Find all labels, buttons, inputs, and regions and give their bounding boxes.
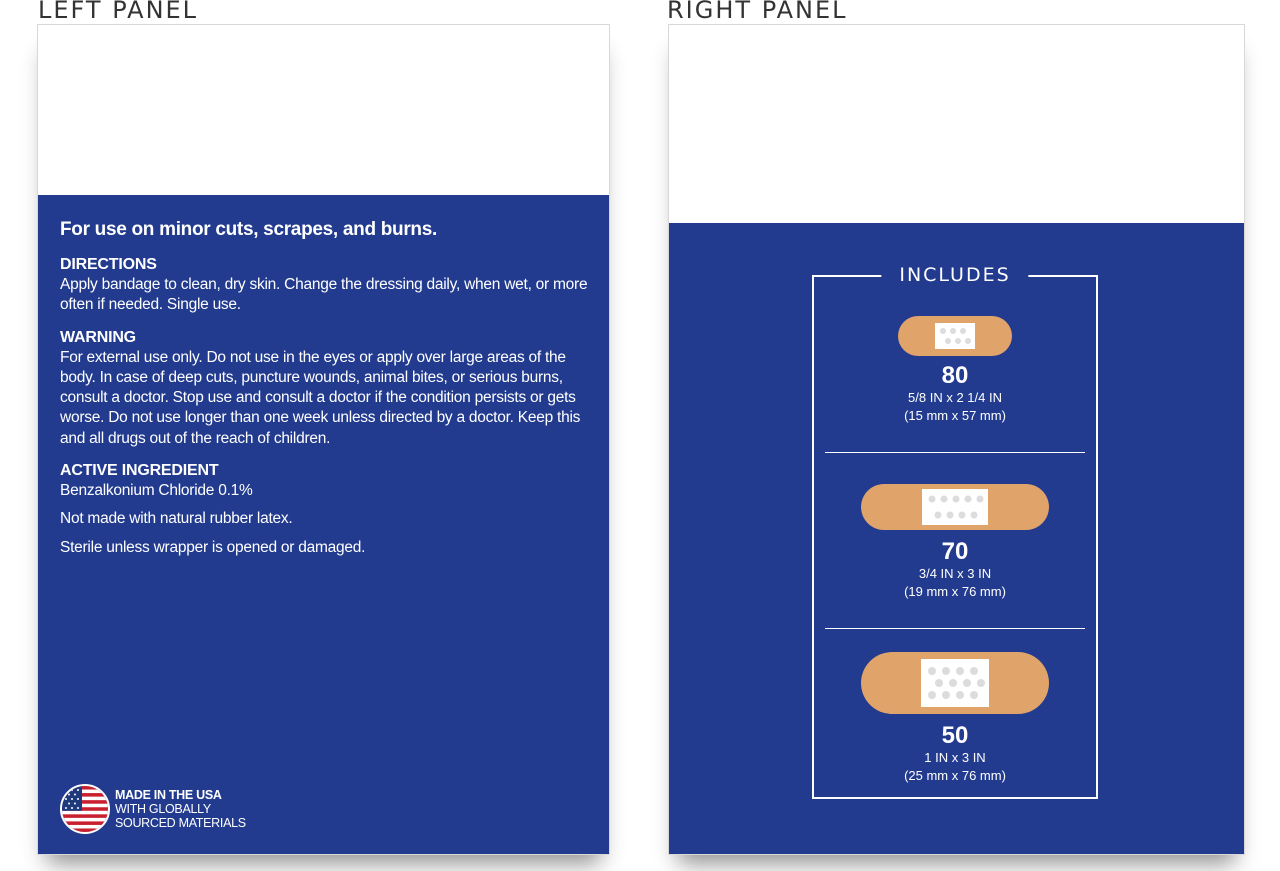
left-panel-caption: LEFT PANEL <box>38 0 199 24</box>
bandage-count: 50 <box>941 722 969 749</box>
right-panel <box>668 24 1245 855</box>
size-divider <box>825 452 1085 453</box>
directions-heading: DIRECTIONS <box>60 256 157 273</box>
bandage-size-50 <box>814 651 1096 785</box>
right-panel-caption: RIGHT PANEL <box>667 0 848 24</box>
made-in-usa-line3: SOURCED MATERIALS <box>115 816 246 830</box>
right-panel-blue-area <box>669 223 1244 854</box>
bandage-dimension-imperial: 1 IN x 3 IN <box>924 750 986 765</box>
bandage-size-80 <box>814 315 1096 425</box>
bandage-dimension-metric: (25 mm x 76 mm) <box>904 768 1006 783</box>
made-in-usa-badge <box>60 784 246 834</box>
left-panel <box>37 24 610 855</box>
directions-text: Apply bandage to clean, dry skin. Change the dressing daily, when wet, or more often if needed. Single use. <box>60 276 588 314</box>
bandage-size-70 <box>814 483 1096 601</box>
sterile-note: Sterile unless wrapper is opened or damaged. <box>60 538 366 556</box>
bandage-dimension-metric: (15 mm x 57 mm) <box>904 408 1006 423</box>
product-info-text <box>60 219 590 558</box>
bandage-medium-icon <box>860 483 1050 531</box>
warning-text: For external use only. Do not use in the eyes or apply over large areas of the body. In case of deep cuts, puncture wounds, animal bites, or serious burns, consult a doctor. Stop use and consult a doctor if the condition persists or gets worse. Do not use longer than one week unless directed by a doctor. Keep this and all drugs out of the reach of children. <box>60 348 581 447</box>
warning-heading: WARNING <box>60 328 136 346</box>
includes-box <box>812 264 1098 799</box>
bandage-large-icon <box>860 651 1050 715</box>
latex-note: Not made with natural rubber latex. <box>60 510 293 528</box>
usage-claim: For use on minor cuts, scrapes, and burns. <box>60 219 437 240</box>
bandage-small-icon <box>897 315 1013 357</box>
includes-title: INCLUDES <box>881 264 1028 286</box>
bandage-dimension-imperial: 5/8 IN x 2 1/4 IN <box>908 390 1002 405</box>
made-in-usa-line2: WITH GLOBALLY <box>115 802 211 816</box>
active-ingredient-heading: ACTIVE INGREDIENT <box>60 462 219 480</box>
size-divider <box>825 628 1085 629</box>
made-in-usa-line1: MADE IN THE USA <box>115 788 222 802</box>
us-flag-icon <box>60 784 110 834</box>
active-ingredient-text: Benzalkonium Chloride 0.1% <box>60 482 253 500</box>
bandage-count: 80 <box>941 362 969 389</box>
bandage-dimension-imperial: 3/4 IN x 3 IN <box>918 566 992 581</box>
left-panel-blue-area <box>38 195 609 854</box>
bandage-dimension-metric: (19 mm x 76 mm) <box>904 584 1006 599</box>
bandage-count: 70 <box>941 538 969 565</box>
made-in-usa-text <box>115 788 246 830</box>
